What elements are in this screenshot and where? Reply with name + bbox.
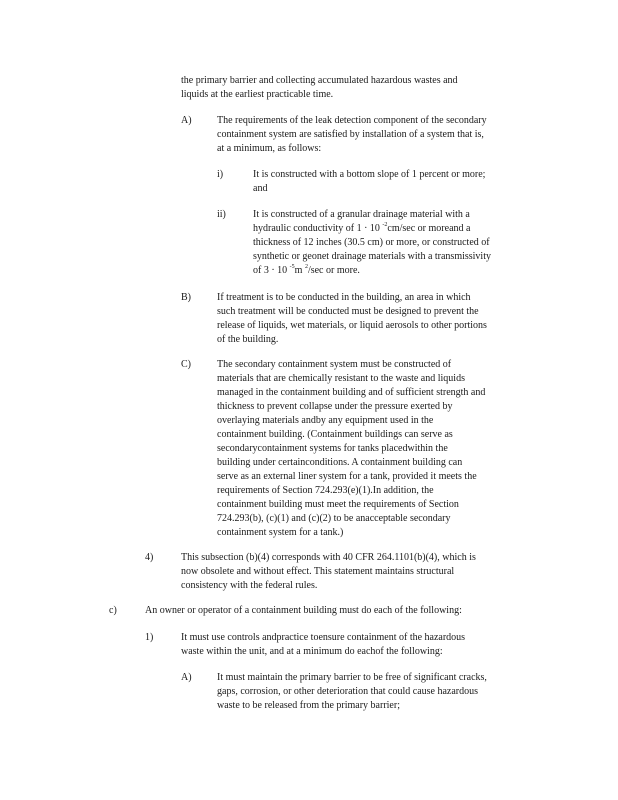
list-marker: B) (181, 292, 191, 303)
text: the primary barrier and collecting accumulated hazardous wastes and (181, 75, 458, 86)
text: cm/sec or moreand a (387, 223, 471, 234)
text-line: release of liquids, wet materials, or liquid aerosols to other portions (217, 320, 487, 331)
text-line: consistency with the federal rules. (181, 580, 318, 591)
text-line: containment system for a tank.) (217, 527, 344, 538)
superscript: 2 (304, 264, 308, 270)
text-line: secondarycontainment systems for tanks placedwithin the (217, 443, 448, 454)
superscript: -2 (382, 222, 388, 228)
text-line: containment system are satisfied by installation of a system that is, (217, 129, 484, 140)
text-line: requirements of Section 724.293(e)(1).In addition, the (217, 485, 434, 496)
text-line: waste to be released from the primary barrier; (217, 700, 400, 711)
list-marker: 1) (145, 632, 154, 643)
text-line: managed in the containment building and of sufficient strength and (217, 387, 486, 398)
text-line: It must maintain the primary barrier to be free of significant cracks, (217, 672, 487, 683)
text-line: containment building must meet the requirements of Section (217, 499, 459, 510)
text-line: This subsection (b)(4) corresponds with 40 CFR 264.1101(b)(4), which is (181, 552, 476, 563)
text-line: It is constructed of a granular drainage material with a (253, 209, 470, 220)
text-line: An owner or operator of a containment building must do each of the following: (145, 605, 462, 616)
text-line: overlaying materials andby any equipment used in the (217, 415, 434, 426)
text-line (181, 74, 512, 88)
text-line (253, 264, 360, 278)
text: hydraulic conductivity of 1 · 10 (253, 223, 380, 234)
text-line: waste within the unit, and at a minimum do eachof the following: (181, 646, 443, 657)
text-line: serve as an external liner system for a tank, provided it meets the (217, 471, 477, 482)
text-line: at a minimum, as follows: (217, 143, 322, 154)
text-line: It must use controls andpractice toensure containment of the hazardous (181, 632, 466, 643)
text-line: materials that are chemically resistant to the waste and liquids (217, 373, 465, 384)
list-marker: i) (217, 169, 224, 180)
list-marker: c) (109, 605, 117, 616)
text: /sec or more. (307, 265, 360, 276)
text-line: The secondary containment system must be constructed of (217, 359, 452, 370)
text-line: It is constructed with a bottom slope of 1 percent or more; (253, 169, 486, 180)
text-line: such treatment will be conducted must be designed to prevent the (217, 306, 479, 317)
text-line: 724.293(b), (c)(1) and (c)(2) to be anacceptable secondary (217, 513, 451, 524)
text: of 3 · 10 (253, 265, 288, 276)
text-line: containment building. (Containment buildings can serve as (217, 429, 453, 440)
text-line: thickness of 12 inches (30.5 cm) or more, or constructed of (253, 237, 490, 248)
text-line: The requirements of the leak detection component of the secondary (217, 115, 487, 126)
text-line: thickness to prevent collapse under the pressure exerted by (217, 401, 453, 412)
text-line: synthetic or geonet drainage materials with a transmissivity (253, 251, 491, 262)
text-line: of the building. (217, 334, 279, 345)
text-line: liquids at the earliest practicable time. (181, 89, 334, 100)
text-line (253, 222, 470, 236)
text-line: and (253, 183, 268, 194)
text-line: gaps, corrosion, or other deterioration that could cause hazardous (217, 686, 479, 697)
text: m (294, 265, 303, 276)
text-line: building under certainconditions. A containment building can (217, 457, 463, 468)
list-marker: A) (181, 115, 192, 126)
text-line: If treatment is to be conducted in the building, an area in which (217, 292, 471, 303)
text-line: now obsolete and without effect. This statement maintains structural (181, 566, 455, 577)
list-marker: ii) (217, 209, 226, 220)
superscript: -5 (289, 264, 295, 270)
list-marker: A) (181, 672, 192, 683)
list-marker: C) (181, 359, 191, 370)
list-marker: 4) (145, 552, 154, 563)
